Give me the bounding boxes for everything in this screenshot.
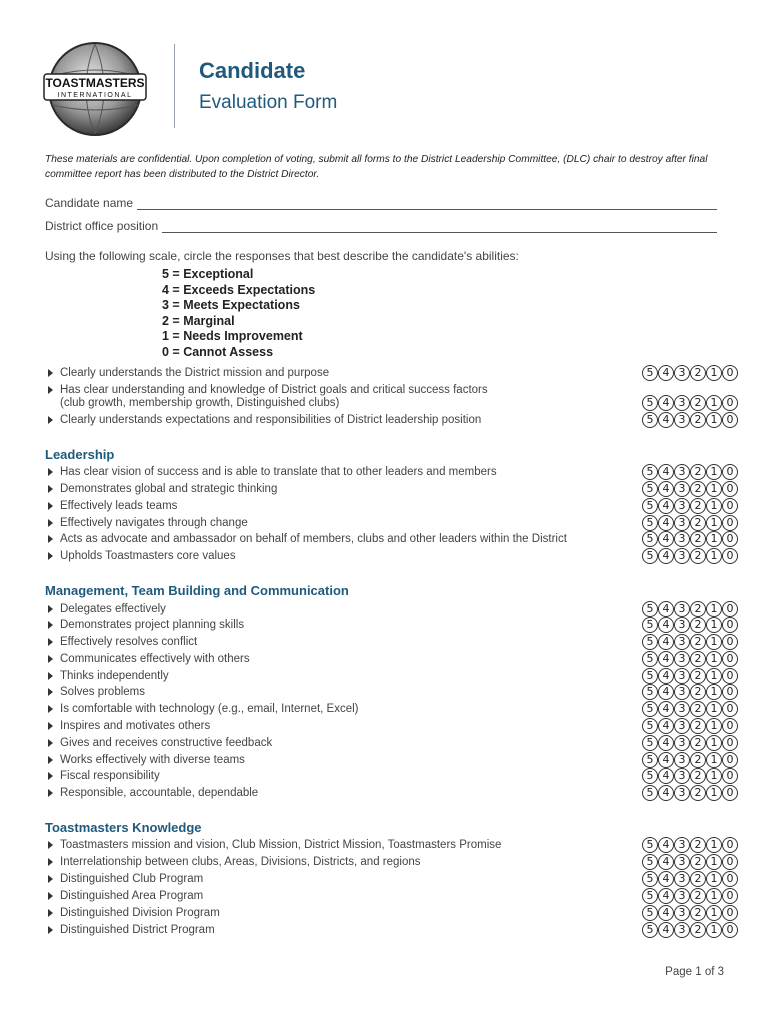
rating-option-0[interactable]: 0 [722,412,738,428]
bullet-arrow-icon [48,772,53,780]
rating-option-5[interactable]: 5 [642,701,658,717]
rating-option-5[interactable]: 5 [642,735,658,751]
bullet-arrow-icon [48,722,53,730]
candidate-name-label: Candidate name [45,196,134,210]
rating-option-3[interactable]: 3 [674,481,690,497]
rating-option-4[interactable]: 4 [658,888,674,904]
rating-circles [642,548,738,564]
rating-circles [642,888,738,904]
bullet-arrow-icon [48,485,53,493]
criteria-text: Gives and receives constructive feedback [60,737,273,749]
rating-option-4[interactable]: 4 [658,365,674,381]
criteria-text: Has clear vision of success and is able to translate that to other leaders and members [60,466,497,478]
rating-option-5[interactable]: 5 [642,768,658,784]
bullet-arrow-icon [48,858,53,866]
rating-option-1[interactable]: 1 [706,768,722,784]
rating-option-0[interactable]: 0 [722,548,738,564]
bullet-arrow-icon [48,841,53,849]
rating-option-2[interactable]: 2 [690,531,706,547]
criteria-text: Works effectively with diverse teams [60,754,245,766]
rating-option-5[interactable]: 5 [642,617,658,633]
rating-circles [642,718,738,734]
rating-option-3[interactable]: 3 [674,651,690,667]
rating-option-5[interactable]: 5 [642,481,658,497]
criteria-text: Distinguished District Program [60,924,215,936]
rating-option-1[interactable]: 1 [706,752,722,768]
bullet-arrow-icon [48,638,53,646]
rating-option-0[interactable]: 0 [722,684,738,700]
rating-option-4[interactable]: 4 [658,735,674,751]
rating-circles [642,634,738,650]
scale-entry: 1 = Needs Improvement [162,329,303,344]
rating-option-0[interactable]: 0 [722,515,738,531]
rating-option-2[interactable]: 2 [690,365,706,381]
rating-option-0[interactable]: 0 [722,617,738,633]
rating-option-1[interactable]: 1 [706,785,722,801]
rating-option-4[interactable]: 4 [658,412,674,428]
criteria-text: Distinguished Club Program [60,873,204,885]
rating-option-1[interactable]: 1 [706,634,722,650]
rating-option-5[interactable]: 5 [642,905,658,921]
rating-option-3[interactable]: 3 [674,668,690,684]
rating-option-2[interactable]: 2 [690,464,706,480]
rating-option-2[interactable]: 2 [690,651,706,667]
rating-option-0[interactable]: 0 [722,837,738,853]
bullet-arrow-icon [48,892,53,900]
criteria-text: Effectively leads teams [60,500,178,512]
rating-option-3[interactable]: 3 [674,365,690,381]
section-heading-management: Management, Team Building and Communication [45,583,349,598]
scale-entry: 4 = Exceeds Expectations [162,282,316,297]
criteria-text: Acts as advocate and ambassador on behalf of members, clubs and other leaders within the District [60,533,567,545]
rating-scale-legend [162,267,315,361]
bullet-arrow-icon [48,535,53,543]
rating-option-5[interactable]: 5 [642,785,658,801]
rating-option-1[interactable]: 1 [706,701,722,717]
criteria-text: Demonstrates project planning skills [60,619,245,631]
rating-option-3[interactable]: 3 [674,531,690,547]
rating-option-3[interactable]: 3 [674,498,690,514]
rating-option-3[interactable]: 3 [674,412,690,428]
criteria-text: Fiscal responsibility [60,770,160,782]
criteria-text: Responsible, accountable, dependable [60,787,259,799]
rating-option-5[interactable]: 5 [642,412,658,428]
rating-circles [642,837,738,853]
criteria-text: Toastmasters mission and vision, Club Mission, District Mission, Toastmasters Promise [60,839,502,851]
rating-option-4[interactable]: 4 [658,498,674,514]
rating-option-1[interactable]: 1 [706,684,722,700]
rating-option-2[interactable]: 2 [690,412,706,428]
rating-circles [642,768,738,784]
bullet-arrow-icon [48,386,53,394]
rating-option-3[interactable]: 3 [674,871,690,887]
rating-option-4[interactable]: 4 [658,617,674,633]
rating-option-5[interactable]: 5 [642,752,658,768]
rating-circles [642,395,738,411]
rating-option-0[interactable]: 0 [722,785,738,801]
rating-option-0[interactable]: 0 [722,668,738,684]
bullet-arrow-icon [48,416,53,424]
rating-option-2[interactable]: 2 [690,888,706,904]
rating-option-3[interactable]: 3 [674,785,690,801]
rating-option-3[interactable]: 3 [674,515,690,531]
rating-option-0[interactable]: 0 [722,365,738,381]
rating-circles [642,668,738,684]
rating-circles [642,905,738,921]
rating-circles [642,651,738,667]
rating-option-1[interactable]: 1 [706,498,722,514]
rating-option-4[interactable]: 4 [658,464,674,480]
rating-option-1[interactable]: 1 [706,481,722,497]
rating-option-0[interactable]: 0 [722,752,738,768]
criteria-text: Is comfortable with technology (e.g., email, Internet, Excel) [60,703,359,715]
rating-option-5[interactable]: 5 [642,601,658,617]
rating-option-2[interactable]: 2 [690,768,706,784]
rating-circles [642,601,738,617]
toastmasters-logo [42,40,148,138]
rating-option-3[interactable]: 3 [674,701,690,717]
rating-option-4[interactable]: 4 [658,922,674,938]
rating-option-1[interactable]: 1 [706,395,722,411]
rating-option-0[interactable]: 0 [722,701,738,717]
bullet-arrow-icon [48,655,53,663]
rating-circles [642,617,738,633]
rating-option-0[interactable]: 0 [722,768,738,784]
rating-option-4[interactable]: 4 [658,854,674,870]
criteria-text: Thinks independently [60,670,169,682]
rating-option-4[interactable]: 4 [658,651,674,667]
district-office-line[interactable] [162,222,717,233]
rating-circles [642,785,738,801]
scale-intro: Using the following scale, circle the responses that best describe the candidate's abilities: [45,249,519,263]
bullet-arrow-icon [48,369,53,377]
rating-circles [642,365,738,381]
rating-option-2[interactable]: 2 [690,684,706,700]
rating-option-0[interactable]: 0 [722,498,738,514]
rating-option-0[interactable]: 0 [722,531,738,547]
criteria-text: Effectively navigates through change [60,517,248,529]
rating-circles [642,498,738,514]
criteria-text: Clearly understands the District mission and purpose [60,367,330,379]
rating-option-0[interactable]: 0 [722,464,738,480]
criteria-text: Has clear understanding and knowledge of District goals and critical success factors [60,384,488,396]
rating-option-5[interactable]: 5 [642,634,658,650]
rating-option-5[interactable]: 5 [642,515,658,531]
rating-option-2[interactable]: 2 [690,854,706,870]
bullet-arrow-icon [48,756,53,764]
rating-option-4[interactable]: 4 [658,668,674,684]
rating-option-4[interactable]: 4 [658,871,674,887]
rating-option-4[interactable]: 4 [658,905,674,921]
bullet-arrow-icon [48,468,53,476]
rating-option-5[interactable]: 5 [642,684,658,700]
rating-option-0[interactable]: 0 [722,651,738,667]
rating-option-3[interactable]: 3 [674,888,690,904]
rating-circles [642,922,738,938]
rating-option-5[interactable]: 5 [642,365,658,381]
rating-circles [642,735,738,751]
rating-option-5[interactable]: 5 [642,871,658,887]
rating-circles [642,701,738,717]
candidate-name-line[interactable] [137,199,717,210]
rating-option-0[interactable]: 0 [722,922,738,938]
rating-option-4[interactable]: 4 [658,634,674,650]
rating-option-1[interactable]: 1 [706,668,722,684]
rating-option-0[interactable]: 0 [722,718,738,734]
rating-circles [642,684,738,700]
rating-option-2[interactable]: 2 [690,905,706,921]
criteria-text: Demonstrates global and strategic thinking [60,483,278,495]
rating-option-5[interactable]: 5 [642,854,658,870]
rating-option-4[interactable]: 4 [658,768,674,784]
rating-option-4[interactable]: 4 [658,785,674,801]
rating-option-3[interactable]: 3 [674,464,690,480]
criteria-text: Upholds Toastmasters core values [60,550,236,562]
rating-option-3[interactable]: 3 [674,752,690,768]
rating-circles [642,464,738,480]
rating-circles [642,531,738,547]
rating-option-2[interactable]: 2 [690,395,706,411]
rating-option-5[interactable]: 5 [642,837,658,853]
rating-option-5[interactable]: 5 [642,668,658,684]
rating-option-2[interactable]: 2 [690,481,706,497]
rating-option-4[interactable]: 4 [658,481,674,497]
rating-option-5[interactable]: 5 [642,651,658,667]
bullet-arrow-icon [48,605,53,613]
criteria-text: Inspires and motivates others [60,720,211,732]
rating-option-2[interactable]: 2 [690,735,706,751]
rating-option-5[interactable]: 5 [642,548,658,564]
rating-circles [642,871,738,887]
rating-option-1[interactable]: 1 [706,617,722,633]
rating-option-2[interactable]: 2 [690,548,706,564]
bullet-arrow-icon [48,621,53,629]
scale-entry: 2 = Marginal [162,313,235,328]
rating-option-5[interactable]: 5 [642,922,658,938]
rating-option-3[interactable]: 3 [674,718,690,734]
page-title: Candidate [199,58,306,83]
rating-option-1[interactable]: 1 [706,365,722,381]
rating-option-0[interactable]: 0 [722,905,738,921]
bullet-arrow-icon [48,739,53,747]
confidentiality-notice: These materials are confidential. Upon completion of voting, submit all forms to the District Leadership Committee, (DLC) chair to destroy after final committee report has been distributed to the District Director. [45,154,708,180]
section-heading-leadership: Leadership [45,447,115,462]
page-subtitle: Evaluation Form [199,92,338,113]
rating-option-1[interactable]: 1 [706,735,722,751]
rating-circles [642,515,738,531]
rating-option-2[interactable]: 2 [690,634,706,650]
rating-option-3[interactable]: 3 [674,634,690,650]
rating-option-2[interactable]: 2 [690,837,706,853]
rating-option-5[interactable]: 5 [642,498,658,514]
rating-option-1[interactable]: 1 [706,837,722,853]
criteria-text: Effectively resolves conflict [60,636,198,648]
bullet-arrow-icon [48,705,53,713]
criteria-text: (club growth, membership growth, Distinguished clubs) [60,397,340,409]
rating-option-1[interactable]: 1 [706,651,722,667]
rating-option-5[interactable]: 5 [642,464,658,480]
rating-option-1[interactable]: 1 [706,601,722,617]
rating-option-5[interactable]: 5 [642,888,658,904]
rating-option-3[interactable]: 3 [674,768,690,784]
rating-option-2[interactable]: 2 [690,718,706,734]
rating-option-0[interactable]: 0 [722,481,738,497]
rating-option-0[interactable]: 0 [722,888,738,904]
rating-option-4[interactable]: 4 [658,531,674,547]
candidate-name-field[interactable] [45,194,717,210]
scale-entry: 5 = Exceptional [162,267,254,281]
criteria-text: Clearly understands expectations and responsibilities of District leadership position [60,414,482,426]
criteria-text: Interrelationship between clubs, Areas, Divisions, Districts, and regions [60,856,421,868]
rating-option-1[interactable]: 1 [706,548,722,564]
logo-text-sub: INTERNATIONAL [57,92,133,99]
rating-option-4[interactable]: 4 [658,515,674,531]
rating-option-2[interactable]: 2 [690,515,706,531]
rating-option-0[interactable]: 0 [722,634,738,650]
rating-option-3[interactable]: 3 [674,837,690,853]
rating-option-1[interactable]: 1 [706,718,722,734]
rating-option-2[interactable]: 2 [690,871,706,887]
criteria-text: Distinguished Division Program [60,907,220,919]
bullet-arrow-icon [48,909,53,917]
scale-entry: 3 = Meets Expectations [162,298,300,313]
district-office-label: District office position [45,219,159,233]
rating-option-4[interactable]: 4 [658,752,674,768]
logo-text-main: TOASTMASTERS [45,76,145,90]
rating-option-5[interactable]: 5 [642,531,658,547]
header-divider [174,44,175,128]
bullet-arrow-icon [48,502,53,510]
rating-option-1[interactable]: 1 [706,531,722,547]
rating-option-3[interactable]: 3 [674,735,690,751]
rating-option-1[interactable]: 1 [706,922,722,938]
rating-option-3[interactable]: 3 [674,395,690,411]
rating-option-2[interactable]: 2 [690,785,706,801]
rating-option-5[interactable]: 5 [642,395,658,411]
rating-option-5[interactable]: 5 [642,718,658,734]
bullet-arrow-icon [48,789,53,797]
rating-option-1[interactable]: 1 [706,888,722,904]
bullet-arrow-icon [48,926,53,934]
scale-entry: 0 = Cannot Assess [162,344,274,359]
rating-option-4[interactable]: 4 [658,601,674,617]
bullet-arrow-icon [48,519,53,527]
rating-option-3[interactable]: 3 [674,601,690,617]
rating-option-2[interactable]: 2 [690,701,706,717]
district-office-field[interactable] [45,217,717,233]
rating-option-1[interactable]: 1 [706,854,722,870]
rating-option-0[interactable]: 0 [722,871,738,887]
rating-option-0[interactable]: 0 [722,854,738,870]
rating-option-2[interactable]: 2 [690,617,706,633]
rating-option-2[interactable]: 2 [690,752,706,768]
rating-option-3[interactable]: 3 [674,548,690,564]
rating-option-3[interactable]: 3 [674,617,690,633]
rating-option-0[interactable]: 0 [722,601,738,617]
rating-option-3[interactable]: 3 [674,922,690,938]
rating-option-1[interactable]: 1 [706,412,722,428]
bullet-arrow-icon [48,552,53,560]
rating-option-3[interactable]: 3 [674,905,690,921]
bullet-arrow-icon [48,688,53,696]
criteria-text: Distinguished Area Program [60,890,204,902]
rating-option-1[interactable]: 1 [706,905,722,921]
rating-option-2[interactable]: 2 [690,498,706,514]
bullet-arrow-icon [48,875,53,883]
rating-option-0[interactable]: 0 [722,735,738,751]
rating-option-4[interactable]: 4 [658,684,674,700]
rating-option-4[interactable]: 4 [658,718,674,734]
rating-option-3[interactable]: 3 [674,854,690,870]
rating-option-3[interactable]: 3 [674,684,690,700]
rating-option-4[interactable]: 4 [658,837,674,853]
rating-circles [642,412,738,428]
rating-option-1[interactable]: 1 [706,871,722,887]
rating-option-1[interactable]: 1 [706,515,722,531]
rating-option-1[interactable]: 1 [706,464,722,480]
page-number: Page 1 of 3 [665,966,724,978]
rating-option-2[interactable]: 2 [690,922,706,938]
rating-option-2[interactable]: 2 [690,668,706,684]
rating-circles [642,481,738,497]
rating-option-2[interactable]: 2 [690,601,706,617]
criteria-text: Delegates effectively [60,603,166,615]
rating-circles [642,854,738,870]
section-heading-knowledge: Toastmasters Knowledge [45,820,202,835]
bullet-arrow-icon [48,672,53,680]
rating-option-4[interactable]: 4 [658,395,674,411]
criteria-text: Solves problems [60,686,146,698]
rating-circles [642,752,738,768]
rating-option-4[interactable]: 4 [658,548,674,564]
rating-option-4[interactable]: 4 [658,701,674,717]
criteria-text: Communicates effectively with others [60,653,250,665]
rating-option-0[interactable]: 0 [722,395,738,411]
